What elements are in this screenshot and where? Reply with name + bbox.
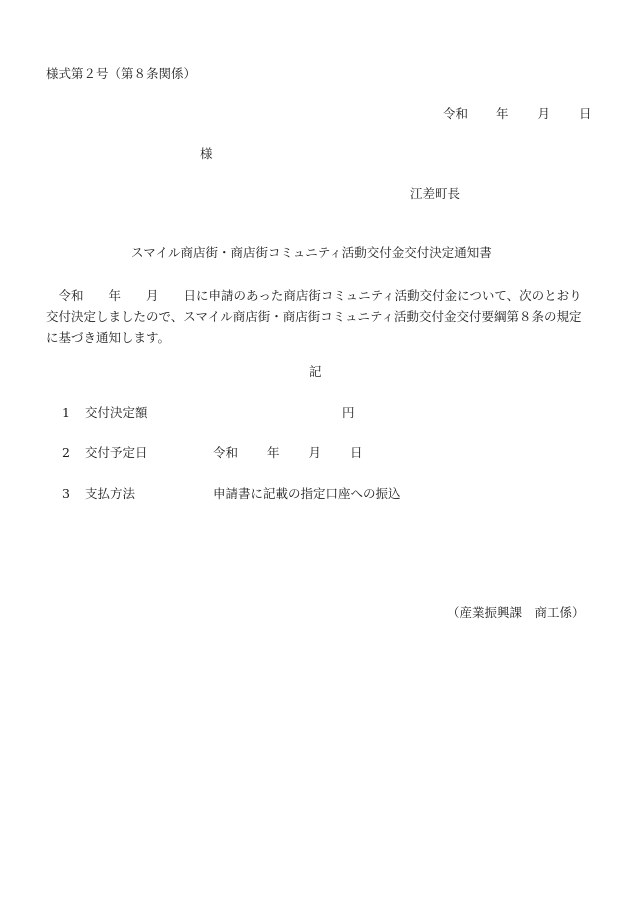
form-label: 様式第２号（第８条関係）	[46, 66, 197, 81]
item-value: 円	[342, 405, 355, 420]
item-label: 支払方法	[85, 486, 136, 501]
document-title: スマイル商店街・商店街コミュニティ活動交付金交付決定通知書	[131, 245, 492, 260]
item-label: 交付予定日	[85, 445, 148, 460]
addressee-suffix: 様	[200, 146, 213, 161]
header-date-year: 年	[496, 106, 509, 121]
item-value: 申請書に記載の指定口座への振込	[213, 486, 401, 501]
issuer: 江差町長	[410, 186, 461, 201]
item-date	[213, 445, 363, 461]
header-date-day: 日	[579, 106, 592, 121]
header-date	[443, 106, 592, 122]
body-paragraph: 令和 年 月 日に申請のあった商店街コミュニティ活動交付金について、次のとおり交付決定しましたので、スマイル商店街・商店街コミュニティ活動交付金交付要綱第８条の規定に基づき通知します。	[46, 288, 582, 345]
item-number: 2	[62, 445, 70, 460]
item-number: 3	[62, 486, 70, 501]
item-label: 交付決定額	[85, 405, 148, 420]
ki-mark: 記	[309, 364, 322, 379]
item-date-day: 日	[350, 445, 363, 460]
header-date-era: 令和	[443, 106, 469, 121]
header-date-month: 月	[537, 106, 551, 121]
department-label: （産業振興課 商工係）	[447, 605, 585, 620]
item-number: 1	[62, 405, 70, 420]
item-date-month: 月	[308, 445, 322, 460]
item-date-year: 年	[267, 445, 280, 460]
item-date-era: 令和	[213, 445, 239, 460]
